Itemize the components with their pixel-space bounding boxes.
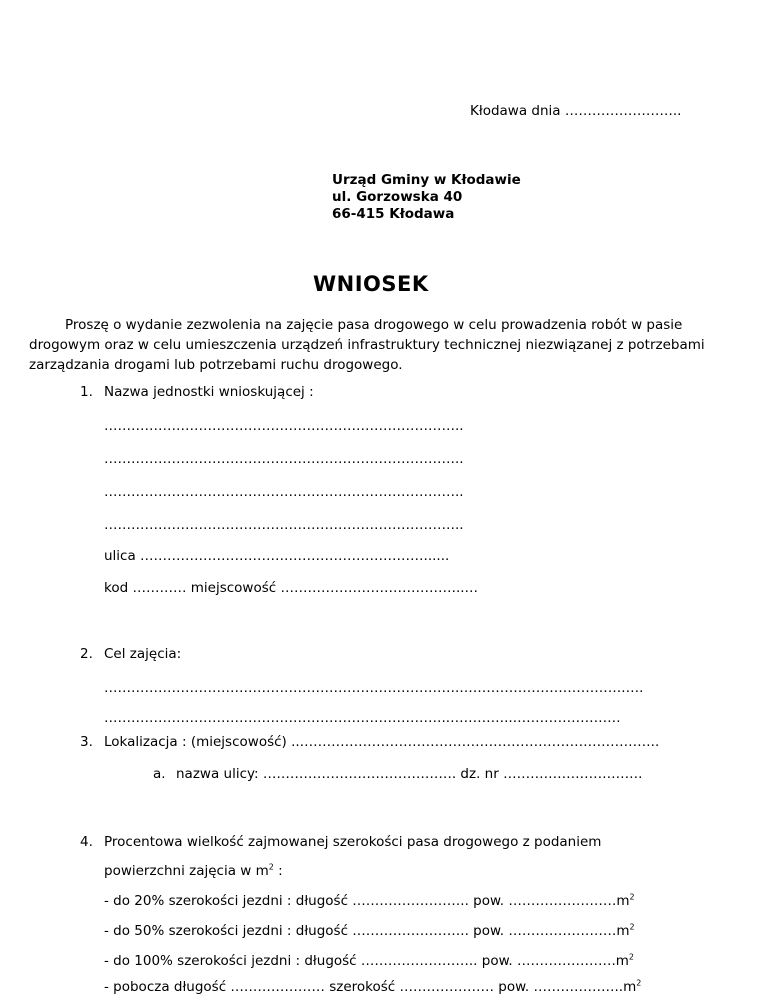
area-row-50[interactable] [104, 923, 635, 939]
area-row-20[interactable] [104, 893, 635, 909]
area-row-shoulder[interactable] [104, 979, 641, 995]
section-1-number: 1. [80, 384, 93, 400]
section-4-label-line-2 [104, 863, 283, 879]
purpose-line-2[interactable]: …………………………………………………………………..…………..…………………… [104, 710, 621, 726]
superscript-2: 2 [268, 862, 274, 872]
section-4-label-tail: : [273, 863, 283, 879]
area-row-shoulder-text: - pobocza długość ………………… szerokość ………………… pow. ………………..m [104, 979, 637, 995]
section-4-label-line-1: Procentowa wielkość zajmowanej szerokości pasa drogowego z podaniem [104, 834, 602, 850]
applicant-name-line-3[interactable]: …………………………………………………………………….. [104, 484, 464, 500]
superscript-2: 2 [636, 978, 642, 988]
applicant-street-field[interactable]: ulica ………………………………………………………...... [104, 548, 450, 564]
applicant-name-line-2[interactable]: …………………………………………………………………….. [104, 451, 464, 467]
section-4-label-text: powierzchni zajęcia w m [104, 863, 269, 879]
superscript-2: 2 [628, 952, 635, 962]
section-1-label: Nazwa jednostki wnioskującej : [104, 384, 314, 400]
area-row-100[interactable] [104, 953, 634, 969]
area-row-20-text: - do 20% szerokości jezdni : długość …………………….. pow. ……………………m [104, 893, 630, 909]
section-2-label: Cel zajęcia: [104, 646, 182, 662]
recipient-line-3: 66-415 Kłodawa [332, 206, 455, 222]
section-2-number: 2. [80, 646, 93, 662]
street-plot-field[interactable]: nazwa ulicy: ……………………………………. dz. nr …………………………. [176, 766, 643, 782]
date-line: Kłodawa dnia …………………….. [470, 103, 682, 119]
section-3-number: 3. [80, 734, 93, 750]
recipient-line-1: Urząd Gminy w Kłodawie [332, 172, 521, 188]
applicant-name-line-4[interactable]: …………………………………………………………………….. [104, 517, 464, 533]
page-title: WNIOSEK [313, 272, 429, 296]
location-field[interactable]: Lokalizacja : (miejscowość) ..…………………………………………………………………….. [104, 734, 660, 750]
section-4-number: 4. [80, 834, 93, 850]
applicant-name-line-1[interactable]: …………………………………………………………………….. [104, 418, 464, 434]
area-row-100-text: - do 100% szerokości jezdni : długość …………………….. pow. ………………….m [104, 953, 629, 969]
superscript-2: 2 [629, 892, 635, 902]
intro-paragraph: Proszę o wydanie zezwolenia na zajęcie pasa drogowego w celu prowadzenia robót w pasie drogowym oraz w celu umieszczenia urządzeń infrastruktury technicznej niezwiązanej z potrzebami zarządzania drogami lub potrzebami ruchu drogowego. [29, 317, 705, 373]
recipient-line-2: ul. Gorzowska 40 [332, 189, 463, 205]
purpose-line-1[interactable]: …………………………………………………………………….……………………………….…. [104, 680, 644, 696]
area-row-50-text: - do 50% szerokości jezdni : długość …………………….. pow. ……………………m [104, 923, 630, 939]
section-3a-letter: a. [153, 766, 166, 782]
applicant-code-city-field[interactable]: kod ………… miejscowość …………………………………..… [104, 580, 479, 596]
superscript-2: 2 [629, 922, 635, 932]
